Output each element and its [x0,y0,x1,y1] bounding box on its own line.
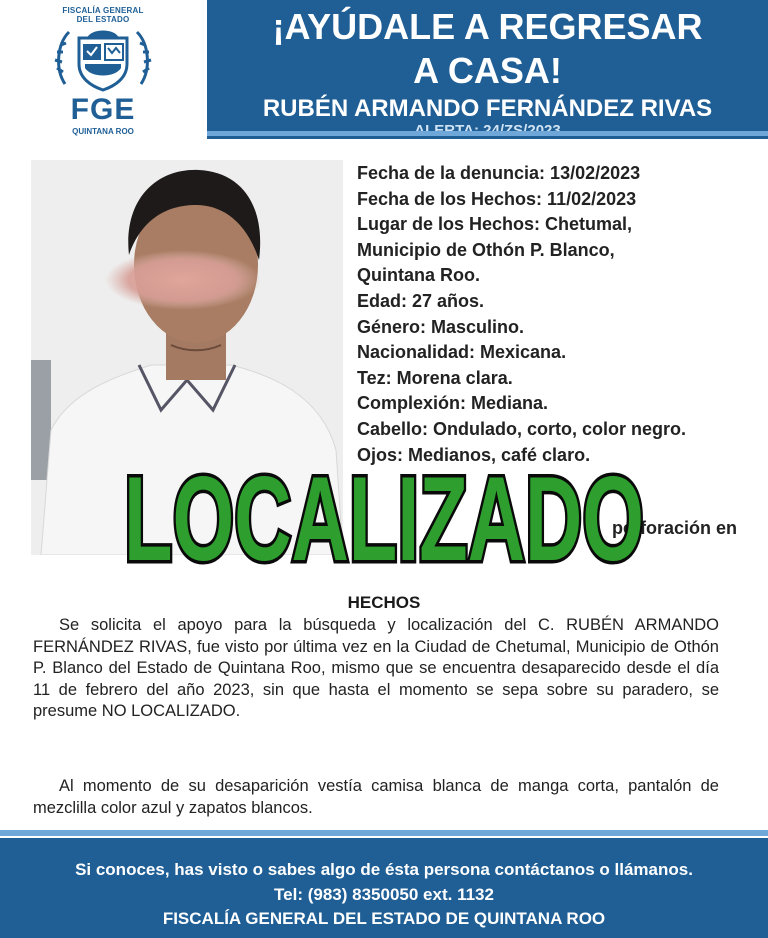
logo-agency-line1: FISCALÍA GENERAL [62,6,144,15]
detail-fecha-denuncia: Fecha de la denuncia: 13/02/2023 [357,163,641,183]
detail-edad: Edad: 27 años. [357,290,485,311]
detail-nacionalidad: Nacionalidad: Mexicana. [357,342,567,363]
title-line2: A CASA! [413,50,562,91]
details-list [357,161,762,468]
detail-estado: Quintana Roo. [357,265,480,286]
hechos-paragraph-2: Al momento de su desaparición vestía camisa blanca de manga corta, pantalón de mezclilla color azul y zapatos blancos. [33,777,719,817]
logo-agency-line2: DEL ESTADO [76,15,130,24]
footer-stripe [0,830,768,836]
detail-genero: Género: Masculino. [357,316,525,337]
header-banner [207,0,768,139]
stamp-text: LOCALIZADO [124,456,644,576]
footer-banner [0,838,768,938]
detail-fecha-hechos: Fecha de los Hechos: 11/02/2023 [357,188,637,209]
fge-logo [38,6,168,144]
detail-ojos: Ojos: Medianos, café claro. [357,444,591,465]
hechos-title: HECHOS [347,593,421,612]
header-stripe [207,131,768,136]
detail-complexion: Complexión: Mediana. [357,393,549,414]
detail-lugar: Lugar de los Hechos: Chetumal, [357,214,633,235]
person-name: RUBÉN ARMANDO FERNÁNDEZ RIVAS [262,95,713,122]
hechos-paragraph-1: Se solicita el apoyo para la búsqueda y localización del C. RUBÉN ARMANDO FERNÁNDEZ RIVAS, fue visto por última vez en la Ciudad de Chetumal, Municipio de Othón P. Blanco del Estado de Quintana Roo, mismo que se encuentra desaparecido desde el día 11 de febrero del año 2023, sin que hasta el momento se sepa sobre su paradero, se presume NO LOCALIZADO. [33,616,719,721]
shield-emblem-icon [53,24,153,92]
detail-tez: Tez: Morena clara. [357,367,513,388]
partial-detail-text: perforación en [612,518,738,538]
logo-acronym: FGE [70,93,136,126]
footer-contact-text: Si conoces, has visto o sabes algo de ésta persona contáctanos o llámanos. [75,860,693,879]
localizado-stamp [0,456,768,576]
footer-agency: FISCALÍA GENERAL DEL ESTADO DE QUINTANA ROO [162,909,606,928]
footer-phone: Tel: (983) 8350050 ext. 1132 [274,885,494,904]
detail-cabello: Cabello: Ondulado, corto, color negro. [357,418,687,439]
title-line1: ¡AYÚDALE A REGRESAR [272,6,703,47]
detail-municipio: Municipio de Othón P. Blanco, [357,239,615,260]
logo-state: QUINTANA ROO [72,127,134,136]
